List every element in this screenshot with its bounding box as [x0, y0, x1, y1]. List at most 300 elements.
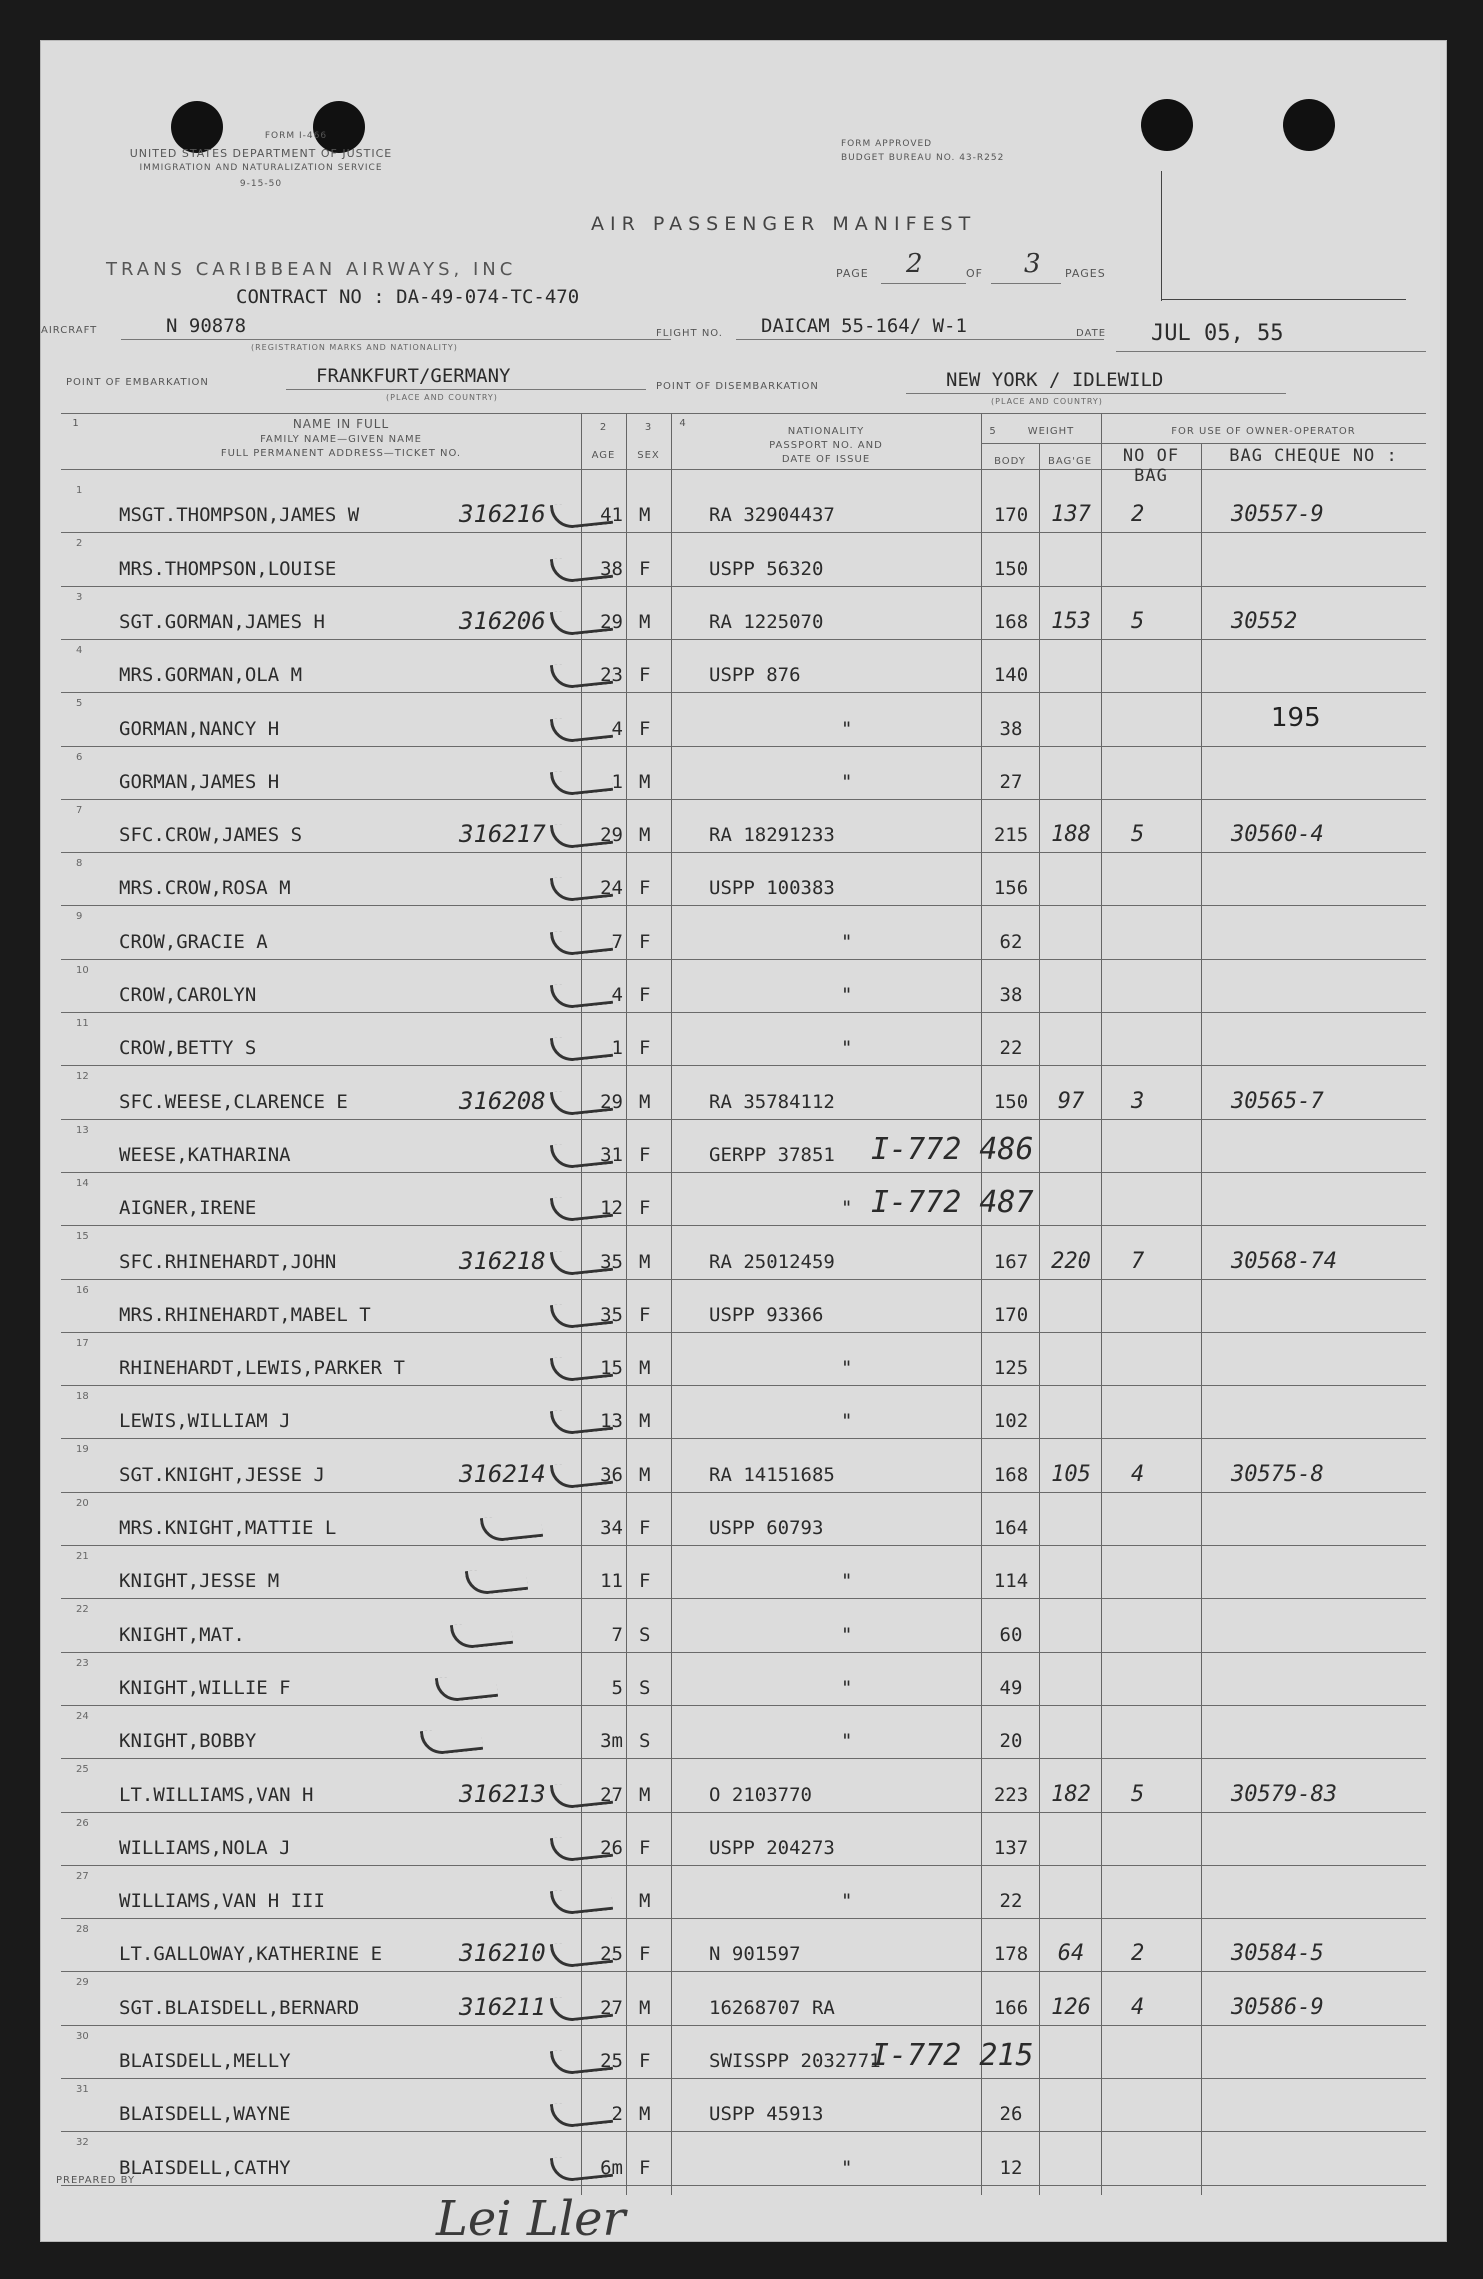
passenger-name: CROW,BETTY S — [119, 1037, 257, 1060]
passenger-age: 7 — [611, 930, 623, 953]
row-number: 11 — [76, 1018, 89, 1029]
passenger-sex: S — [639, 1730, 651, 1753]
row-number: 7 — [76, 804, 83, 816]
passenger-age: 15 — [600, 1357, 623, 1380]
row-rule — [61, 1332, 1426, 1333]
page-label: PAGE — [836, 267, 869, 280]
agency-line-2: IMMIGRATION AND NATURALIZATION SERVICE — [139, 163, 383, 173]
passenger-name: SFC.CROW,JAMES S — [119, 824, 303, 847]
row-rule — [61, 1812, 1426, 1813]
passenger-age: 12 — [600, 1197, 623, 1220]
passenger-sex: M — [639, 1250, 651, 1273]
passenger-age: 1 — [611, 1037, 623, 1060]
passenger-name: RHINEHARDT,LEWIS,PARKER T — [119, 1357, 405, 1380]
ticket-number: 316214 — [459, 1459, 546, 1488]
row-rule — [61, 1705, 1426, 1706]
row-number: 30 — [76, 2030, 89, 2042]
page-total: 3 — [1024, 249, 1041, 279]
passenger-name: KNIGHT,MAT. — [119, 1623, 245, 1646]
passenger-age: 11 — [600, 1570, 623, 1593]
baggage-weight: 105 — [1051, 1461, 1091, 1487]
passenger-name: SFC.WEESE,CLARENCE E — [119, 1090, 348, 1113]
row-number: 15 — [76, 1231, 89, 1243]
row-number: 19 — [76, 1444, 89, 1456]
passenger-age: 6m — [600, 2156, 623, 2179]
passenger-name: SGT.GORMAN,JAMES H — [119, 610, 325, 633]
passenger-name: BLAISDELL,MELLY — [119, 2050, 291, 2072]
row-rule — [61, 532, 1426, 533]
passenger-age: 5 — [611, 1676, 623, 1699]
col-number-weight: 5 — [989, 426, 997, 437]
passenger-name: WILLIAMS,VAN H III — [119, 1890, 325, 1913]
row-rule — [61, 692, 1426, 693]
row-rule — [61, 1172, 1426, 1173]
row-number: 28 — [76, 1924, 89, 1936]
passenger-name: GORMAN,NANCY H — [119, 717, 280, 740]
col-number-age: 2 — [599, 422, 608, 433]
passenger-sex: M — [639, 610, 651, 633]
check-mark — [450, 1618, 513, 1649]
passport-number: O 2103770 — [709, 1783, 812, 1806]
passenger-name: GORMAN,JAMES H — [119, 770, 280, 793]
passenger-age: 25 — [600, 2050, 623, 2072]
passenger-sex: F — [639, 1197, 651, 1220]
page-total-underline — [991, 283, 1061, 284]
passport-number: " — [841, 1410, 853, 1433]
body-weight: 26 — [999, 2103, 1023, 2126]
passenger-sex: F — [639, 1303, 651, 1326]
row-number: 27 — [76, 1870, 89, 1882]
body-weight: 170 — [993, 504, 1029, 527]
col-number-nationality: 4 — [679, 418, 687, 429]
passenger-name: MRS.THOMPSON,LOUISE — [119, 557, 337, 580]
stamp-number: 195 — [1271, 703, 1321, 733]
row-rule — [61, 1545, 1426, 1546]
bag-cheque-number: 30584-5 — [1231, 1941, 1324, 1967]
passenger-name: SFC.RHINEHARDT,JOHN — [119, 1250, 337, 1273]
passenger-age: 1 — [611, 770, 623, 793]
row-rule — [61, 2185, 1426, 2186]
passenger-age: 13 — [600, 1410, 623, 1433]
ticket-number: 316218 — [459, 1246, 546, 1275]
aircraft-label: AIRCRAFT — [41, 325, 98, 336]
passenger-sex: F — [639, 1517, 651, 1539]
check-mark — [420, 1725, 483, 1756]
bag-cheque-number: 30579-83 — [1231, 1781, 1337, 1807]
passenger-name: WEESE,KATHARINA — [119, 1143, 291, 1166]
punch-hole — [1141, 99, 1193, 151]
passenger-age: 27 — [600, 1783, 623, 1806]
ticket-number: 316210 — [459, 1939, 546, 1968]
check-mark — [465, 1565, 528, 1596]
disembarkation-sublabel: (PLACE AND COUNTRY) — [991, 397, 1103, 406]
row-number: 2 — [76, 538, 83, 550]
passenger-name: SGT.KNIGHT,JESSE J — [119, 1463, 325, 1486]
body-weight: 215 — [993, 824, 1029, 847]
bag-count: 5 — [1131, 1781, 1145, 1807]
passenger-sex: F — [639, 1570, 651, 1593]
disembarkation-place: NEW YORK / IDLEWILD — [946, 369, 1164, 391]
row-rule — [61, 1012, 1426, 1013]
passport-number: RA 32904437 — [709, 504, 835, 527]
punch-hole — [1283, 99, 1335, 151]
body-weight: 114 — [993, 1570, 1029, 1593]
row-number: 9 — [76, 911, 83, 923]
col-number-name: 1 — [72, 418, 80, 429]
manifest-page — [40, 40, 1447, 2247]
passenger-name: LT.WILLIAMS,VAN H — [119, 1783, 314, 1806]
passenger-sex: M — [639, 1090, 651, 1113]
embarkation-place: FRANKFURT/GERMANY — [316, 365, 511, 387]
carrier-name: TRANS CARIBBEAN AIRWAYS, INC — [106, 259, 517, 280]
passenger-name: KNIGHT,BOBBY — [119, 1730, 257, 1753]
aircraft-registration: N 90878 — [166, 315, 247, 337]
passenger-name: BLAISDELL,CATHY — [119, 2156, 291, 2179]
page-underline — [881, 283, 966, 284]
ticket-number: 316211 — [459, 1992, 546, 2021]
header-name-3: FULL PERMANENT ADDRESS—TICKET NO. — [220, 448, 462, 459]
bag-count: 5 — [1131, 822, 1145, 848]
row-number: 21 — [76, 1551, 89, 1562]
passenger-name: WILLIAMS,NOLA J — [119, 1836, 291, 1859]
passport-number: RA 1225070 — [709, 610, 824, 633]
body-weight: 168 — [993, 1463, 1029, 1486]
header-sex: SEX — [637, 450, 660, 461]
passenger-sex: M — [639, 504, 651, 527]
passenger-age: 38 — [600, 557, 623, 580]
baggage-weight: 220 — [1051, 1248, 1091, 1274]
passenger-sex: F — [639, 2156, 651, 2179]
baggage-weight: 182 — [1051, 1781, 1091, 1807]
passport-number: " — [841, 984, 853, 1006]
passenger-age: 26 — [600, 1836, 623, 1859]
disembarkation-underline — [906, 393, 1286, 394]
passenger-age: 4 — [611, 717, 623, 740]
row-number: 3 — [76, 591, 83, 603]
col-divider — [1101, 413, 1102, 2195]
passenger-age: 24 — [600, 877, 623, 900]
row-number: 14 — [76, 1177, 89, 1189]
agency-line-1: UNITED STATES DEPARTMENT OF JUSTICE — [129, 147, 393, 160]
punch-hole — [313, 101, 365, 153]
approval-line-1: FORM APPROVED — [841, 139, 933, 149]
corner-bracket — [1161, 171, 1162, 301]
ticket-number: 316206 — [459, 606, 546, 635]
passenger-age: 29 — [600, 610, 623, 633]
passenger-name: MRS.KNIGHT,MATTIE L — [119, 1517, 337, 1539]
baggage-weight: 126 — [1051, 1994, 1091, 2020]
passport-number: USPP 204273 — [709, 1836, 835, 1859]
date-label: DATE — [1076, 328, 1107, 339]
baggage-weight: 137 — [1051, 502, 1091, 528]
check-mark — [550, 1885, 613, 1916]
embarkation-underline — [286, 389, 646, 390]
passenger-sex: F — [639, 2050, 651, 2072]
passport-number: " — [841, 1357, 853, 1380]
passport-number: GERPP 37851 — [709, 1143, 835, 1166]
passenger-name: AIGNER,IRENE — [119, 1197, 257, 1220]
passport-number: USPP 93366 — [709, 1303, 824, 1326]
row-number: 13 — [76, 1124, 89, 1136]
passport-number: " — [841, 1197, 853, 1220]
col-divider — [626, 413, 627, 2195]
passenger-name: MRS.RHINEHARDT,MABEL T — [119, 1303, 371, 1326]
passenger-sex: M — [639, 1996, 651, 2019]
body-weight: 164 — [993, 1517, 1029, 1539]
body-weight: 38 — [999, 717, 1023, 740]
passenger-sex: F — [639, 1943, 651, 1966]
corner-bracket — [1161, 299, 1406, 300]
row-number: 32 — [76, 2137, 89, 2149]
alien-registration-note: I-772 487 — [871, 1185, 1034, 1221]
bag-cheque-number: 30586-9 — [1231, 1994, 1324, 2020]
approval-line-2: BUDGET BUREAU NO. 43-R252 — [841, 153, 1005, 163]
row-number: 8 — [76, 858, 83, 870]
passenger-name: KNIGHT,JESSE M — [119, 1570, 280, 1593]
body-weight: 168 — [993, 610, 1029, 633]
alien-registration-note: I-772 486 — [871, 1131, 1034, 1167]
passenger-sex: M — [639, 2103, 651, 2126]
row-number: 1 — [76, 485, 83, 496]
body-weight: 22 — [999, 1890, 1023, 1913]
passport-number: " — [841, 2156, 853, 2179]
passenger-sex: F — [639, 984, 651, 1006]
row-number: 18 — [76, 1391, 89, 1403]
passport-number: " — [841, 770, 853, 793]
row-rule — [61, 1971, 1426, 1972]
passport-number: USPP 60793 — [709, 1517, 824, 1539]
bag-count: 2 — [1131, 1941, 1145, 1967]
ticket-number: 316208 — [459, 1086, 546, 1115]
header-nationality-2: PASSPORT NO. AND — [769, 440, 883, 451]
passenger-age: 25 — [600, 1943, 623, 1966]
table-header-rule — [61, 469, 1426, 470]
body-weight: 167 — [993, 1250, 1029, 1273]
passenger-sex: F — [639, 717, 651, 740]
row-rule — [61, 1119, 1426, 1120]
passport-number: " — [841, 1037, 853, 1060]
passenger-name: SGT.BLAISDELL,BERNARD — [119, 1996, 360, 2019]
header-bag-cheque: BAG CHEQUE NO : — [1229, 446, 1398, 466]
row-rule — [61, 1652, 1426, 1653]
check-mark — [435, 1672, 498, 1703]
passport-number: N 901597 — [709, 1943, 801, 1966]
passenger-sex: M — [639, 1410, 651, 1433]
passport-number: USPP 100383 — [709, 877, 835, 900]
punch-hole — [171, 101, 223, 153]
passenger-sex: S — [639, 1676, 651, 1699]
bag-cheque-number: 30568-74 — [1231, 1248, 1337, 1274]
passenger-age: 34 — [600, 1517, 623, 1539]
body-weight: 156 — [993, 877, 1029, 900]
passenger-name: MRS.CROW,ROSA M — [119, 877, 291, 900]
passenger-age: 35 — [600, 1250, 623, 1273]
header-no-of-bag: NO OF BAG — [1122, 446, 1180, 486]
passenger-age: 3m — [600, 1730, 623, 1753]
body-weight: 38 — [999, 984, 1023, 1006]
passenger-name: LEWIS,WILLIAM J — [119, 1410, 291, 1433]
prepared-by-label: PREPARED BY — [56, 2175, 136, 2186]
row-rule — [61, 1598, 1426, 1599]
passenger-age: 23 — [600, 664, 623, 687]
bag-cheque-number: 30552 — [1231, 608, 1298, 634]
header-name-2: FAMILY NAME—GIVEN NAME — [260, 434, 422, 445]
body-weight: 166 — [993, 1996, 1029, 2019]
col-divider — [1039, 443, 1040, 2195]
row-rule — [61, 1385, 1426, 1386]
body-weight: 150 — [993, 557, 1029, 580]
bag-count: 5 — [1131, 608, 1145, 634]
body-weight: 20 — [999, 1730, 1023, 1753]
row-rule — [61, 1225, 1426, 1226]
row-rule — [61, 1918, 1426, 1919]
col-divider — [981, 413, 982, 2195]
ticket-number: 316217 — [459, 820, 546, 849]
passport-number: " — [841, 1676, 853, 1699]
body-weight: 125 — [993, 1357, 1029, 1380]
passenger-sex: F — [639, 1037, 651, 1060]
passenger-name: BLAISDELL,WAYNE — [119, 2103, 291, 2126]
passenger-sex: M — [639, 770, 651, 793]
flight-label: FLIGHT NO. — [656, 328, 723, 339]
row-rule — [61, 1758, 1426, 1759]
embarkation-sublabel: (PLACE AND COUNTRY) — [386, 393, 498, 402]
row-number: 4 — [76, 644, 83, 656]
body-weight: 150 — [993, 1090, 1029, 1113]
passport-number: RA 35784112 — [709, 1090, 835, 1113]
passenger-sex: M — [639, 1890, 651, 1913]
passenger-sex: S — [639, 1623, 651, 1646]
baggage-weight: 97 — [1057, 1088, 1085, 1114]
body-weight: 49 — [999, 1676, 1023, 1699]
passenger-sex: F — [639, 664, 651, 687]
row-rule — [61, 1438, 1426, 1439]
passenger-name: CROW,CAROLYN — [119, 984, 257, 1006]
passenger-sex: F — [639, 930, 651, 953]
body-weight: 62 — [999, 930, 1023, 953]
row-rule — [61, 1865, 1426, 1866]
passport-number: " — [841, 930, 853, 953]
aircraft-underline — [121, 339, 671, 340]
page-number: 2 — [906, 249, 923, 279]
row-rule — [61, 2078, 1426, 2079]
contract-number: CONTRACT NO : DA-49-074-TC-470 — [236, 286, 580, 308]
passenger-age: 27 — [600, 1996, 623, 2019]
row-rule — [61, 852, 1426, 853]
baggage-weight: 188 — [1051, 822, 1091, 848]
passenger-age: 41 — [600, 504, 623, 527]
row-number: 22 — [76, 1604, 89, 1616]
col-divider — [1201, 443, 1202, 2195]
passport-number: " — [841, 717, 853, 740]
body-weight: 102 — [993, 1410, 1029, 1433]
col-divider — [671, 413, 672, 2195]
passenger-sex: F — [639, 877, 651, 900]
passport-number: RA 18291233 — [709, 824, 835, 847]
of-label: OF — [966, 267, 983, 280]
passenger-sex: M — [639, 824, 651, 847]
passport-number: " — [841, 1890, 853, 1913]
passport-number: RA 14151685 — [709, 1463, 835, 1486]
row-number: 31 — [76, 2084, 89, 2095]
passport-number: 16268707 RA — [709, 1996, 835, 2019]
form-date: 9-15-50 — [239, 179, 283, 189]
row-rule — [61, 799, 1426, 800]
passport-number: " — [841, 1623, 853, 1646]
row-number: 24 — [76, 1710, 89, 1722]
form-number: FORM I-466 — [264, 131, 328, 141]
row-rule — [61, 1279, 1426, 1280]
bag-cheque-number: 30557-9 — [1231, 502, 1324, 528]
row-number: 29 — [76, 1977, 89, 1989]
row-rule — [61, 2025, 1426, 2026]
passenger-age: 2 — [611, 2103, 623, 2126]
passenger-sex: M — [639, 1357, 651, 1380]
row-rule — [61, 2131, 1426, 2132]
row-number: 16 — [76, 1284, 89, 1296]
manifest-title: AIR PASSENGER MANIFEST — [591, 213, 977, 235]
row-number: 10 — [76, 964, 89, 976]
passport-number: " — [841, 1570, 853, 1593]
date-underline — [1116, 351, 1426, 352]
passenger-sex: F — [639, 557, 651, 580]
row-number: 5 — [76, 698, 83, 710]
row-rule — [61, 905, 1426, 906]
passenger-name: KNIGHT,WILLIE F — [119, 1676, 291, 1699]
row-rule — [61, 746, 1426, 747]
baggage-weight: 64 — [1057, 1941, 1085, 1967]
col-number-sex: 3 — [644, 422, 653, 433]
header-name-1: NAME IN FULL — [292, 417, 390, 431]
header-owner-use: FOR USE OF OWNER-OPERATOR — [1171, 426, 1356, 437]
weight-subrule — [981, 443, 1426, 444]
body-weight: 22 — [999, 1037, 1023, 1060]
row-number: 12 — [76, 1071, 89, 1083]
passport-number: USPP 45913 — [709, 2103, 824, 2126]
flight-underline — [736, 339, 1104, 340]
header-age: AGE — [591, 450, 616, 461]
disembarkation-label: POINT OF DISEMBARKATION — [656, 381, 819, 392]
header-baggage: BAG'GE — [1047, 456, 1093, 467]
body-weight: 60 — [999, 1623, 1023, 1646]
header-nationality-3: DATE OF ISSUE — [781, 454, 871, 465]
passenger-age: 29 — [600, 824, 623, 847]
header-body: BODY — [994, 456, 1026, 467]
flight-date: JUL 05, 55 — [1151, 321, 1284, 346]
passport-number: SWISSPP 2032771 — [709, 2050, 881, 2072]
passenger-age: 4 — [611, 984, 623, 1006]
passenger-name: LT.GALLOWAY,KATHERINE E — [119, 1943, 383, 1966]
passport-number: " — [841, 1730, 853, 1753]
body-weight: 170 — [993, 1303, 1029, 1326]
bag-cheque-number: 30565-7 — [1231, 1088, 1324, 1114]
flight-number: DAICAM 55-164/ W-1 — [761, 315, 967, 337]
row-number: 26 — [76, 1817, 89, 1829]
passenger-sex: F — [639, 1836, 651, 1859]
body-weight: 140 — [993, 664, 1029, 687]
bag-cheque-number: 30575-8 — [1231, 1461, 1324, 1487]
preparer-signature: Lei Ller — [436, 2191, 626, 2247]
row-number: 17 — [76, 1337, 89, 1349]
body-weight: 12 — [999, 2156, 1023, 2179]
baggage-weight: 153 — [1051, 608, 1091, 634]
passport-number: RA 25012459 — [709, 1250, 835, 1273]
ticket-number: 316213 — [459, 1779, 546, 1808]
bag-count: 3 — [1131, 1088, 1145, 1114]
row-rule — [61, 1492, 1426, 1493]
body-weight: 137 — [993, 1836, 1029, 1859]
row-rule — [61, 639, 1426, 640]
